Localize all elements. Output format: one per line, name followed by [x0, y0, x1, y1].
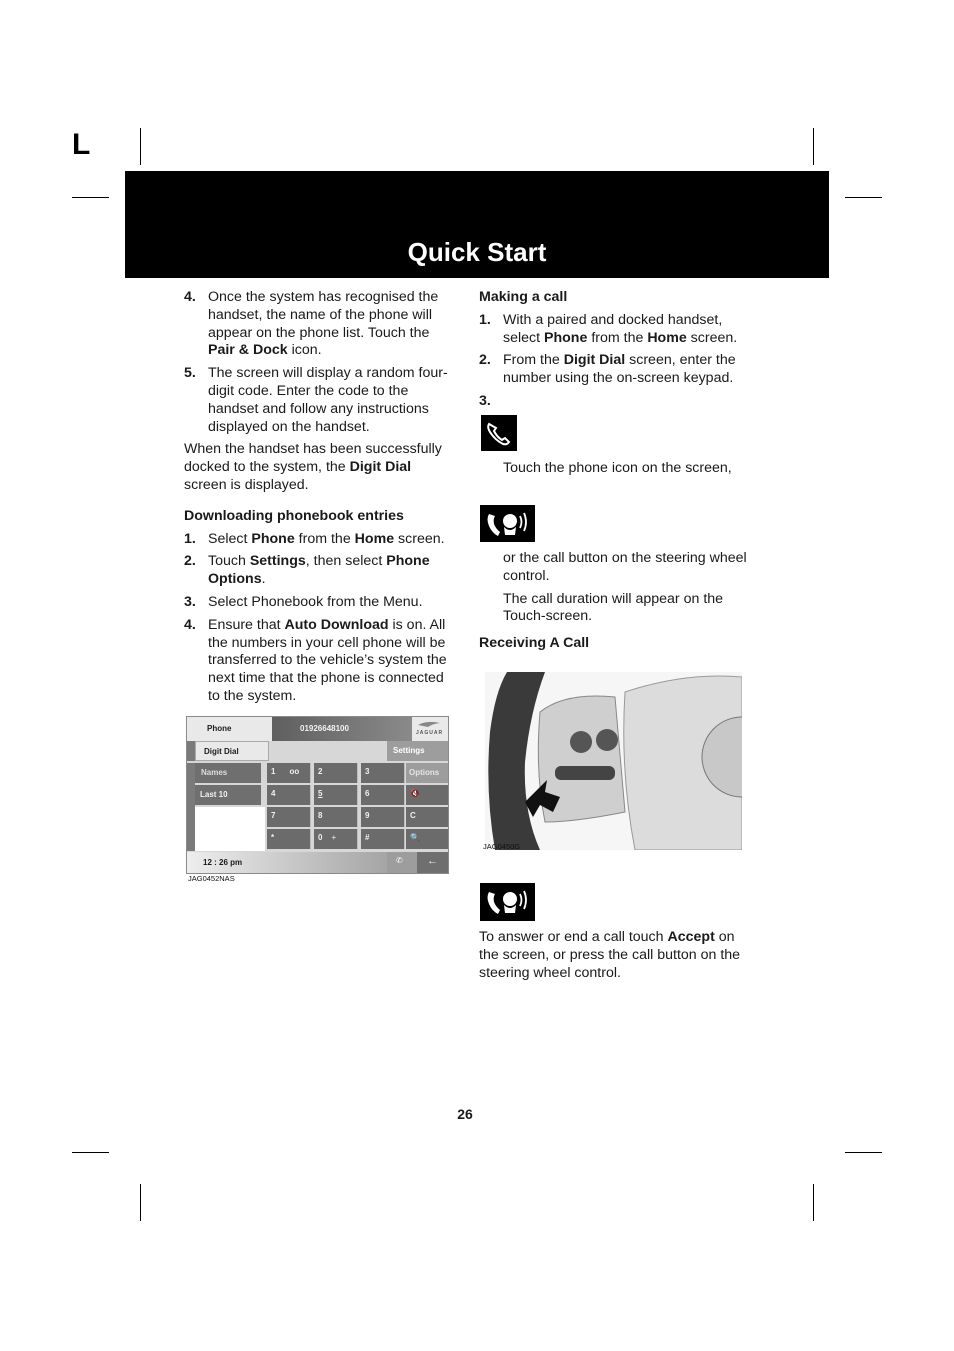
section-heading: Receiving A Call [479, 635, 590, 651]
list-item: 1. Select Phone from the Home screen. [184, 530, 445, 547]
phone-handset-icon [481, 415, 517, 451]
key-8: 8 [314, 807, 358, 827]
section-heading: Making a call [479, 289, 568, 305]
options-button: Options [406, 763, 449, 783]
side-strip [187, 829, 195, 851]
voicemail-icon: oo [289, 767, 300, 776]
crop-mark [845, 197, 882, 198]
left-column [184, 289, 454, 711]
crop-mark [72, 197, 109, 198]
voice-call-button-icon [480, 883, 535, 921]
key-hash: # [361, 829, 405, 849]
key-6: 6 [361, 785, 405, 805]
call-icon: ✆ [387, 852, 417, 874]
call-button-text: or the call button on the steering wheel control. The call duration will appear on the Touch-screen. [503, 550, 747, 625]
key-3: 3 [361, 763, 405, 783]
last10-button: Last 10 [195, 785, 261, 805]
list-item: 2. From the Digit Dial screen, enter the number using the on-screen keypad. [479, 352, 736, 387]
step-number: 4. [184, 289, 196, 305]
paragraph: When the handset has been successfully docked to the system, the Digit Dial screen is displayed. [184, 441, 442, 493]
names-button: Names [195, 763, 261, 783]
mute-icon: 🔇 [406, 785, 449, 805]
clear-key: C [406, 807, 449, 827]
list-item: 3. [479, 392, 491, 409]
blank-panel [195, 807, 265, 851]
phone-screen-illustration [186, 716, 449, 874]
key-4: 4 [267, 785, 311, 805]
jaguar-logo: JAGUAR [412, 717, 449, 741]
page-number: 26 [457, 1106, 473, 1122]
settings-button: Settings [387, 741, 449, 761]
touch-icon-text: Touch the phone icon on the screen, [503, 460, 732, 476]
page-title: Quick Start [407, 237, 547, 267]
key-0: 0 + [314, 829, 358, 849]
key-star: * [267, 829, 311, 849]
crop-mark [140, 128, 141, 165]
crop-mark [813, 1184, 814, 1221]
header-bar [125, 171, 829, 278]
key-7: 7 [267, 807, 311, 827]
list-item: 4. Ensure that Auto Download is on. All the numbers in your cell phone will be transferred to the vehicle’s system the next time that the phone is connected to the system. [184, 616, 447, 704]
key-1: 1 oo [267, 763, 311, 783]
zoom-icon: 🔍 [406, 829, 449, 849]
side-strip [187, 741, 195, 761]
clock: 12 : 26 pm [187, 852, 387, 874]
section-heading: Downloading phonebook entries [184, 507, 404, 524]
key-9: 9 [361, 807, 405, 827]
figure-caption: JAG0450G [483, 842, 521, 851]
crop-mark [813, 128, 814, 165]
crop-mark [845, 1152, 882, 1153]
phone-tab: Phone [187, 717, 272, 741]
section-letter: L [72, 128, 91, 161]
steering-wheel-illustration [485, 672, 742, 850]
list-item: 1. With a paired and docked handset, select Phone from the Home screen. [479, 311, 738, 346]
back-arrow-icon: ← [417, 852, 449, 874]
digit-dial-tab: Digit Dial [195, 741, 269, 761]
figure-caption: JAG0452NAS [188, 874, 235, 883]
key-5: 5 [314, 785, 358, 805]
list-item: 2. Touch Settings, then select Phone Options. [184, 553, 430, 588]
right-column [479, 289, 747, 416]
list-item: 4. Once the system has recognised the handset, the name of the phone will appear on the phone list. Touch the Pair & Dock icon. [184, 289, 439, 359]
dialed-number: 01926648100 [272, 717, 412, 741]
crop-mark [140, 1184, 141, 1221]
list-item: 5. The screen will display a random four-digit code. Enter the code to the handset and follow any instructions displayed on the handset. [184, 365, 448, 435]
crop-mark [72, 1152, 109, 1153]
list-item: 3. Select Phonebook from the Menu. [184, 593, 423, 610]
side-strip [187, 763, 195, 829]
voice-call-button-icon [480, 505, 535, 542]
jaguar-leaper-icon [412, 717, 449, 741]
answer-paragraph: To answer or end a call touch Accept on the screen, or press the call button on the steering wheel control. [479, 929, 741, 981]
key-2: 2 [314, 763, 358, 783]
steering-wheel-image [485, 672, 742, 850]
step-number: 5. [184, 365, 196, 382]
